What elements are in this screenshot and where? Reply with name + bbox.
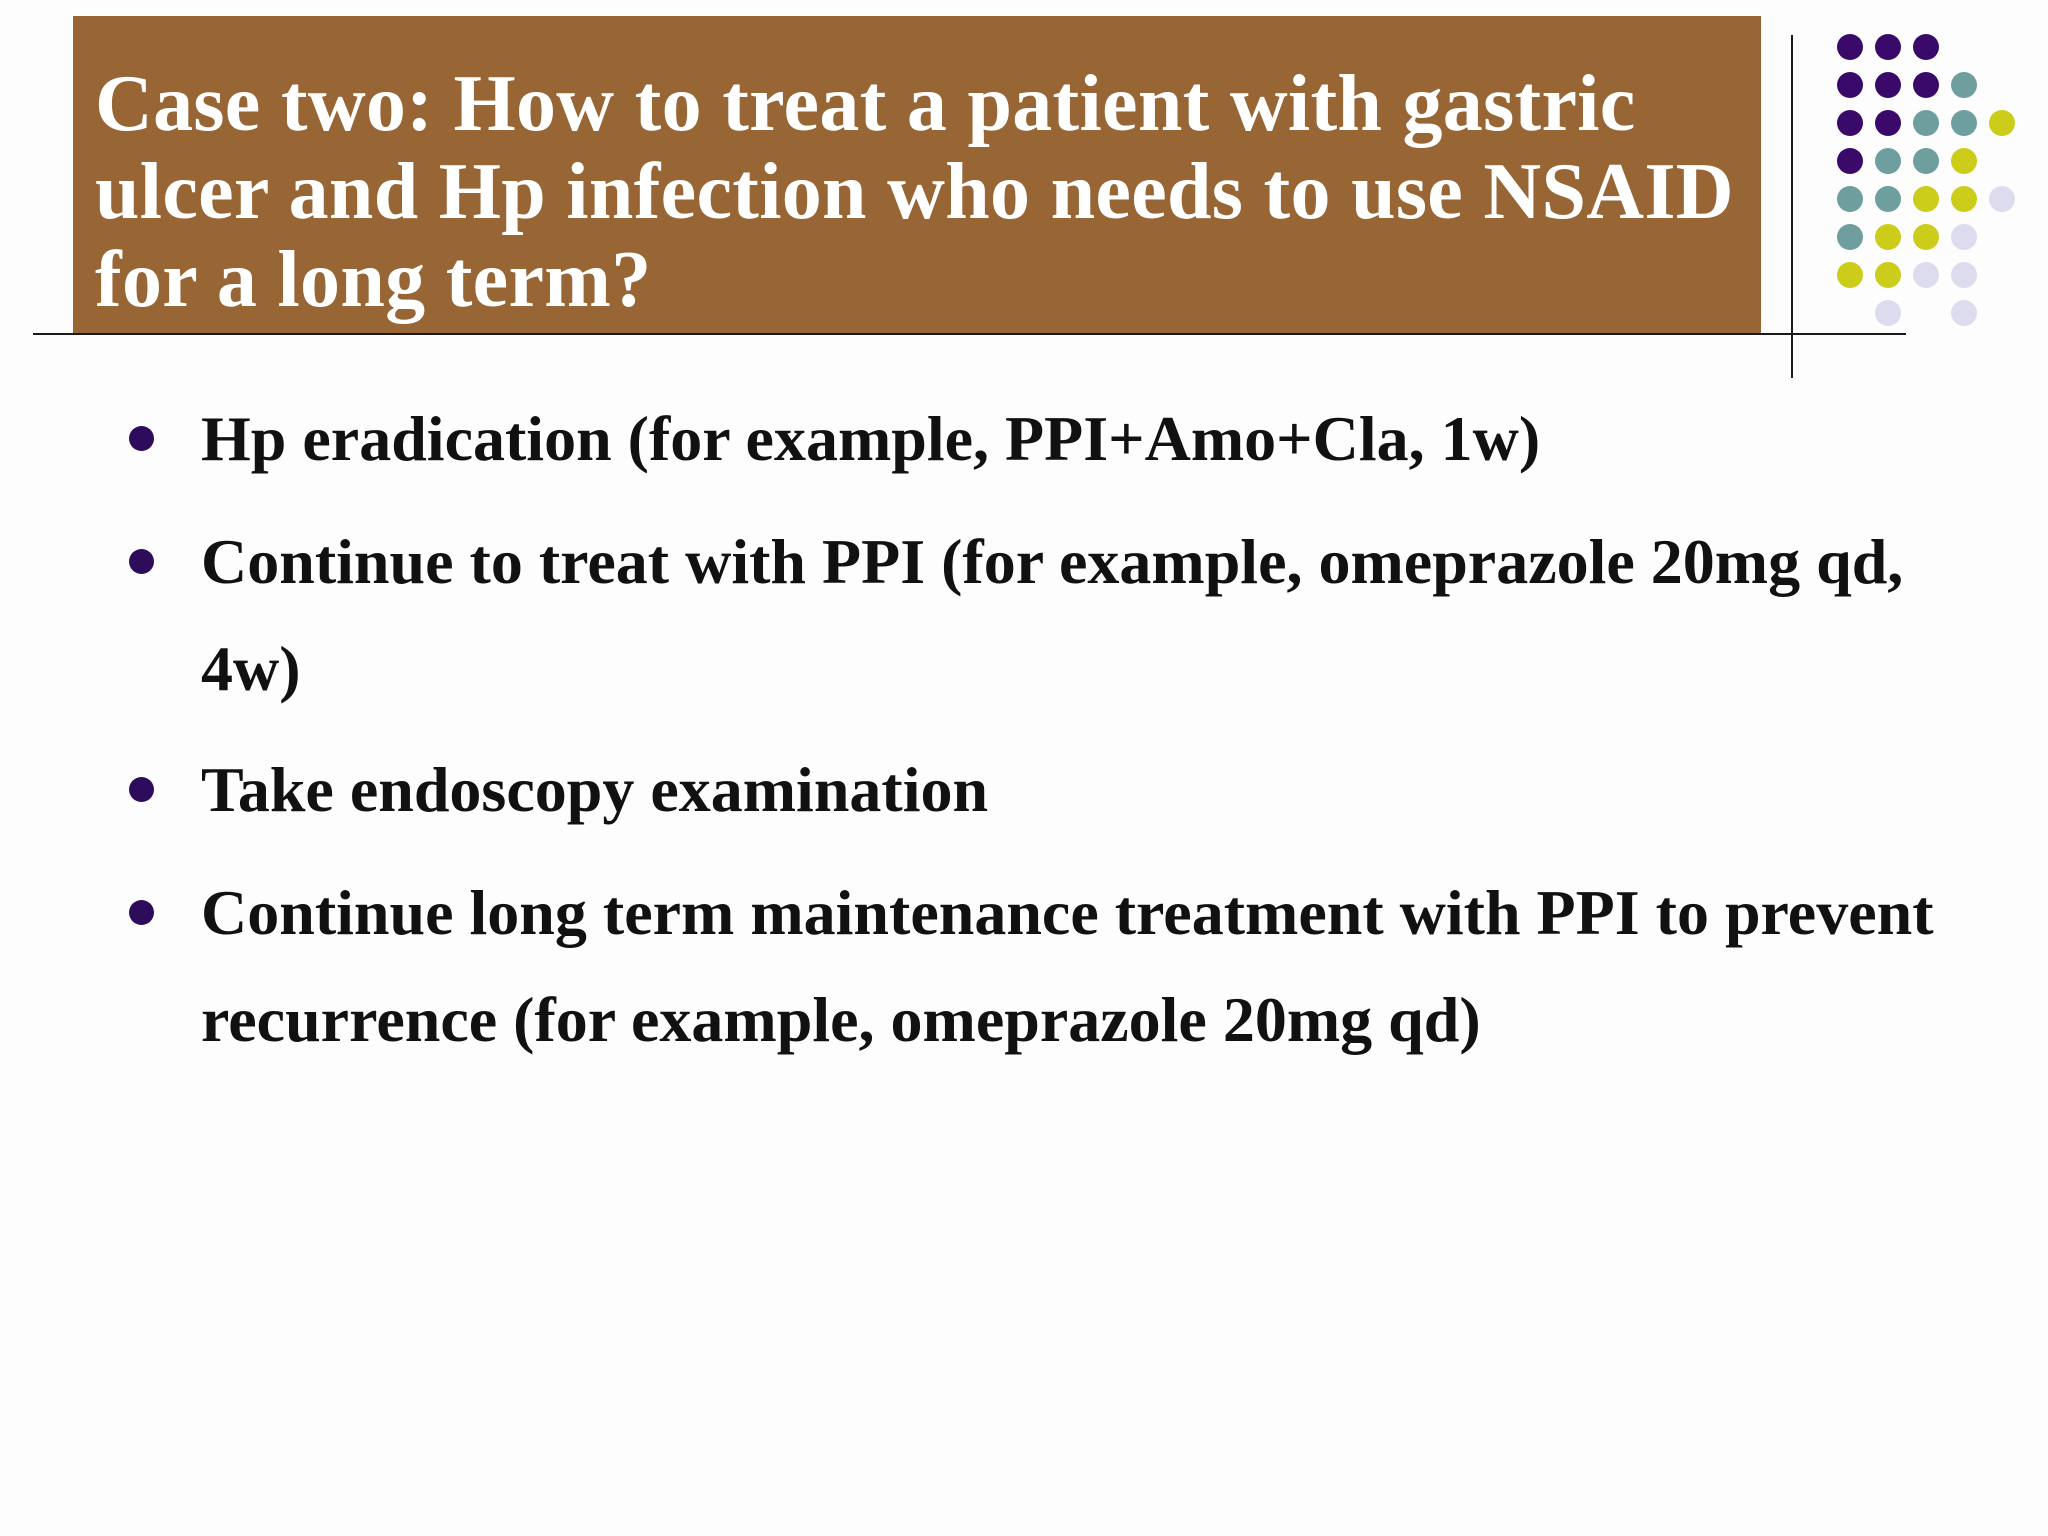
slide-title: Case two: How to treat a patient with gastric ulcer and Hp infection who needs to use NSAID for a long term? [95, 60, 1734, 324]
bullet-text: Continue to treat with PPI (for example, omeprazole 20mg qd, 4w) [201, 526, 1904, 704]
bullet-marker [129, 900, 154, 925]
bullet-marker [129, 777, 154, 802]
bullet-text: Continue long term maintenance treatment with PPI to prevent recurrence (for example, omeprazole 20mg qd) [201, 877, 1934, 1055]
bullet-text: Hp eradication (for example, PPI+Amo+Cla, 1w) [201, 403, 1541, 474]
bullet-marker [129, 549, 154, 574]
bullet-text: Take endoscopy examination [201, 754, 989, 825]
bullet-marker [129, 426, 154, 451]
